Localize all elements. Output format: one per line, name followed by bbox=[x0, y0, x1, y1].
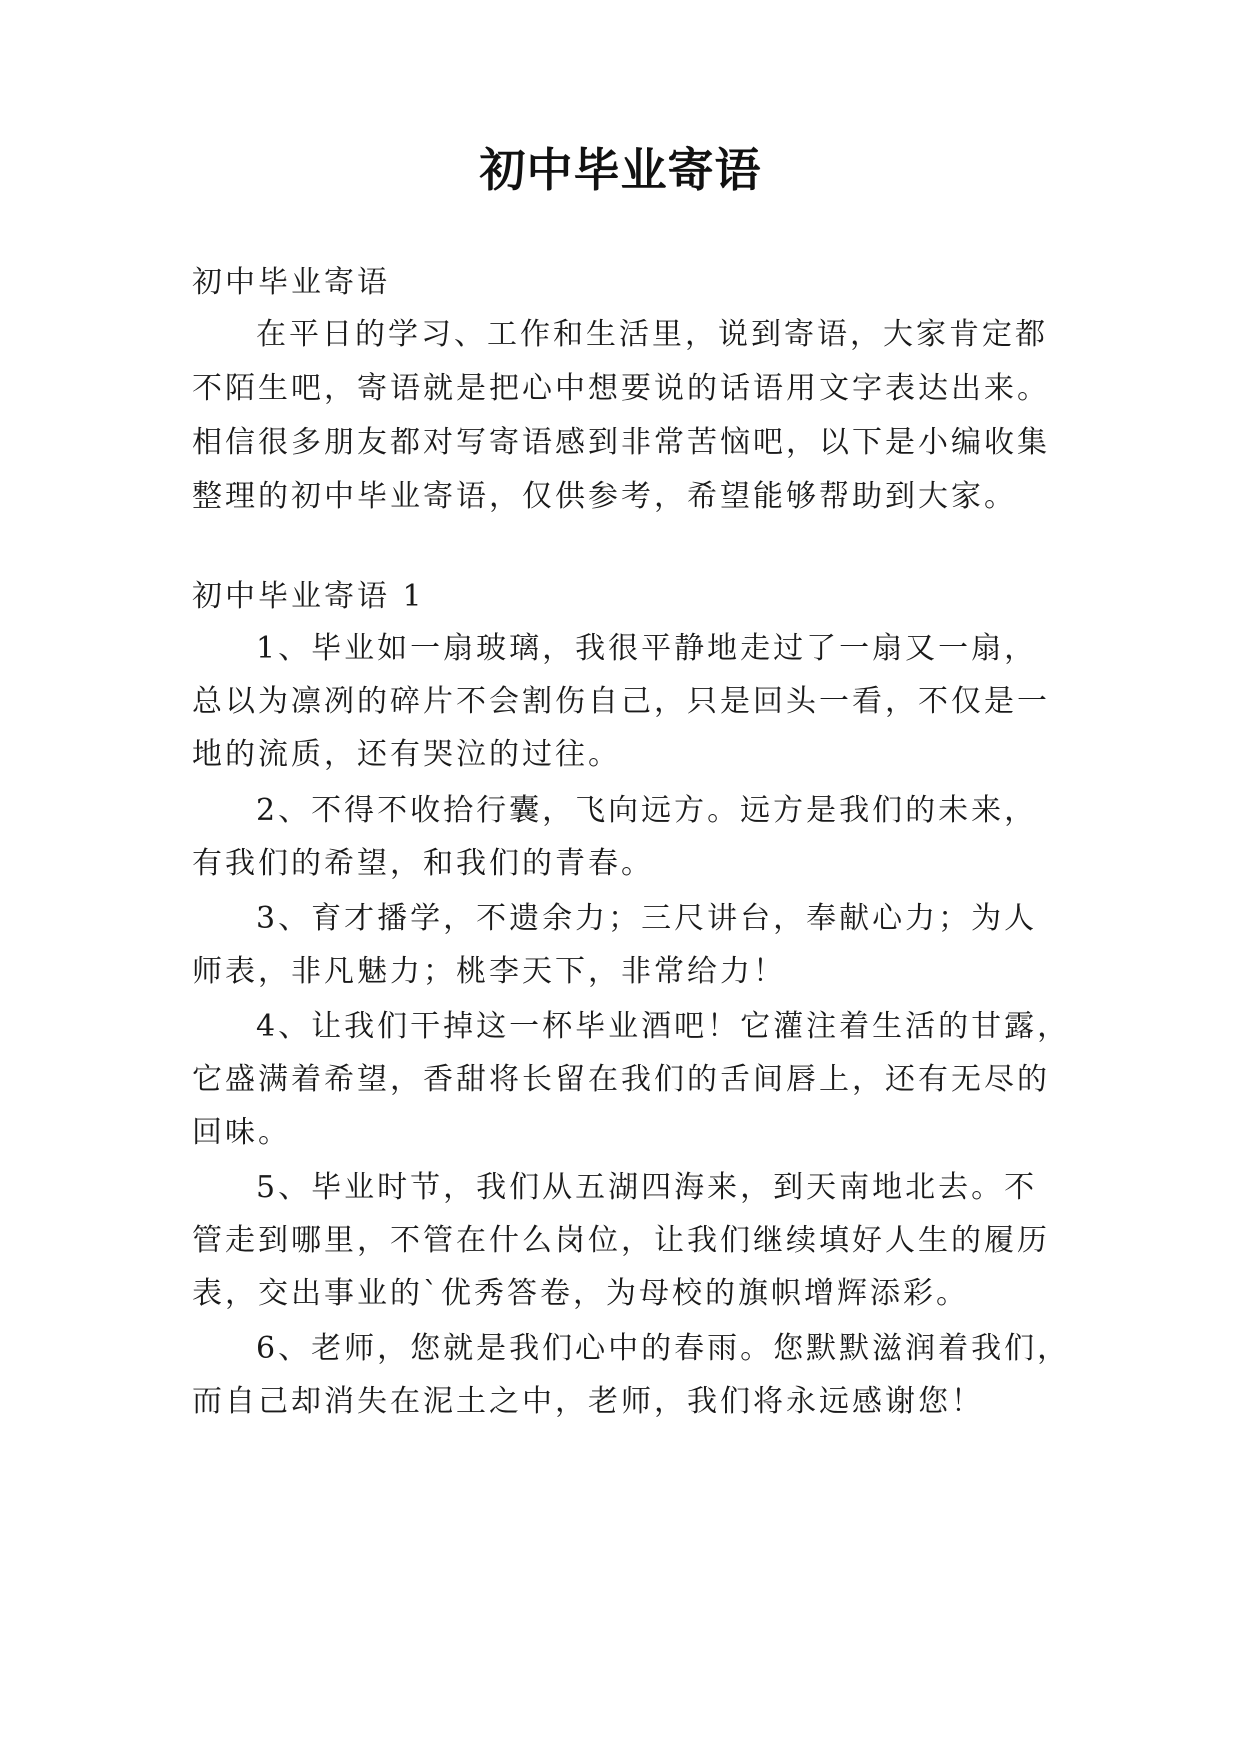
item-line: 2、不得不收拾行囊，飞向远方。远方是我们的未来， bbox=[256, 793, 1038, 828]
document-subtitle: 初中毕业寄语 bbox=[192, 265, 390, 300]
item-line: 1、毕业如一扇玻璃，我很平静地走过了一扇又一扇， bbox=[256, 631, 1038, 666]
item-line: 表，交出事业的`优秀答卷，为母校的旗帜增辉添彩。 bbox=[192, 1276, 969, 1311]
document-title: 初中毕业寄语 bbox=[479, 143, 762, 197]
item-line: 4、让我们干掉这一杯毕业酒吧！它灌注着生活的甘露， bbox=[256, 1009, 1071, 1044]
item-line: 有我们的希望，和我们的青春。 bbox=[192, 846, 654, 881]
item-line: 回味。 bbox=[192, 1115, 291, 1150]
item-line: 师表，非凡魅力；桃李天下，非常给力！ bbox=[192, 954, 786, 989]
intro-line: 在平日的学习、工作和生活里，说到寄语，大家肯定都 bbox=[256, 317, 1048, 352]
item-line: 管走到哪里，不管在什么岗位，让我们继续填好人生的履历 bbox=[192, 1223, 1050, 1258]
item-line: 而自己却消失在泥土之中，老师，我们将永远感谢您！ bbox=[192, 1384, 984, 1419]
item-line: 它盛满着希望，香甜将长留在我们的舌间唇上，还有无尽的 bbox=[192, 1062, 1050, 1097]
intro-line: 不陌生吧，寄语就是把心中想要说的话语用文字表达出来。 bbox=[192, 371, 1050, 406]
item-line: 地的流质，还有哭泣的过往。 bbox=[192, 737, 621, 772]
item-line: 5、毕业时节，我们从五湖四海来，到天南地北去。不 bbox=[256, 1170, 1038, 1205]
intro-line: 相信很多朋友都对写寄语感到非常苦恼吧，以下是小编收集 bbox=[192, 425, 1050, 460]
section-heading: 初中毕业寄语 1 bbox=[192, 579, 425, 614]
item-line: 3、育才播学，不遗余力；三尺讲台，奉献心力；为人 bbox=[256, 901, 1038, 936]
item-line: 总以为凛冽的碎片不会割伤自己，只是回头一看，不仅是一 bbox=[192, 684, 1050, 719]
item-line: 6、老师，您就是我们心中的春雨。您默默滋润着我们， bbox=[256, 1331, 1071, 1366]
intro-line: 整理的初中毕业寄语，仅供参考，希望能够帮助到大家。 bbox=[192, 479, 1017, 514]
